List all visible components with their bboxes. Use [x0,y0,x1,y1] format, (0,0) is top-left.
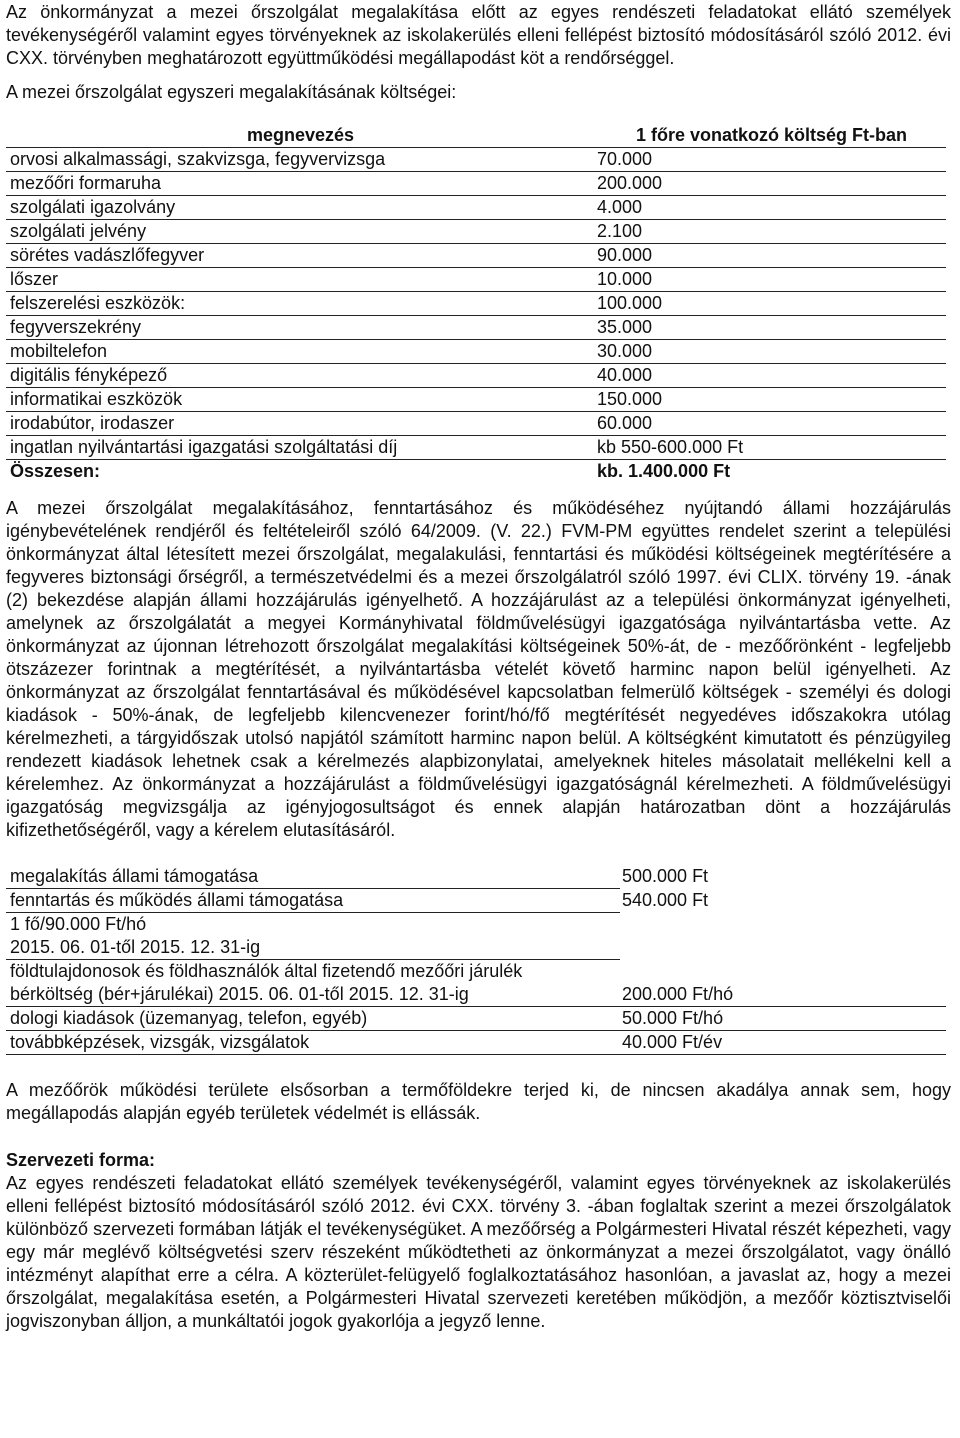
table-row [6,268,946,292]
support-item-name: 1 fő/90.000 Ft/hó [10,914,147,934]
cost-table-title: A mezei őrszolgálat egyszeri megalakításának költségei: [6,82,457,102]
cost-item-name: digitális fényképező [6,364,595,388]
cost-table [6,124,946,483]
support-item-name: bérköltség (bér+járulékai) 2015. 06. 01-től 2015. 12. 31-ig [6,983,620,1007]
table-row [6,196,946,220]
support-item-name: 2015. 06. 01-től 2015. 12. 31-ig [6,936,620,960]
organization-paragraph: Az egyes rendészeti feladatokat ellátó személyek tevékenységéről, valamint egyes törvényeknek az iskolakerülés elleni fellépést biztosító módosításáról szóló 2012. évi CXX. törvény 3. -ában foglaltak szerint a mezei őrszolgálatok különböző szervezeti formában látják el tevékenységüket. A mezőőrség a Polgármesteri Hivatal részét képezheti, vagy egy már meglévő költségvetési szerv részeként működtetheti az önkormányzat a mezei őrszolgálatot, vagy önálló intézményt alapíthat erre a célra. A közterület-felügyelő foglalkoztatásához hasonlóan, a javaslat az, hogy a mezei őrszolgálat, megalakítása esetén, a Polgármesteri Hivatal szervezeti keretében működjön, a mezőőr köztisztviselői jogviszonyban álljon, a munkáltatói jogok gyakorlója a jegyző lenne. [6,1173,951,1331]
cost-item-value: kb 550-600.000 Ft [595,436,946,460]
cost-item-value: 150.000 [595,388,946,412]
cost-item-value: 10.000 [595,268,946,292]
support-item-name: fenntartás és működés állami támogatása [6,889,620,913]
table-row [6,936,946,960]
cost-item-name: irodabútor, irodaszer [6,412,595,436]
operating-area-paragraph: A mezőőrök működési területe elsősorban a termőföldekre terjed ki, de nincsen akadálya annak sem, hogy megállapodás alapján egyéb területek védelmét is ellássák. [6,1080,951,1123]
table-row [6,983,946,1007]
section-heading: Szervezeti forma: [6,1150,156,1170]
support-item-name: továbbképzések, vizsgák, vizsgálatok [6,1031,620,1055]
cost-item-value: 4.000 [595,196,946,220]
cost-item-name: szolgálati igazolvány [6,196,595,220]
table-row [6,388,946,412]
cost-item-value: 60.000 [595,412,946,436]
total-label: Összesen: [10,461,101,481]
support-item-value: 200.000 Ft/hó [620,983,946,1007]
cost-item-value: 200.000 [595,172,946,196]
cost-item-name: orvosi alkalmassági, szakvizsga, fegyvervizsga [6,148,595,172]
cost-item-name: mobiltelefon [6,340,595,364]
cost-item-value: 100.000 [595,292,946,316]
support-item-value [620,960,946,984]
cost-item-value: 40.000 [595,364,946,388]
table-row [6,889,946,913]
support-item-value: 540.000 Ft [622,889,709,910]
support-item-name: földtulajdonosok és földhasználók által fizetendő mezőőri járulék [10,961,523,981]
column-header-name: megnevezés [6,124,595,148]
support-item-value [620,936,946,960]
cost-item-name: ingatlan nyilvántartási igazgatási szolgáltatási díj [6,436,595,460]
cost-item-name: mezőőri formaruha [6,172,595,196]
support-item-value: 500.000 Ft [622,866,709,886]
cost-item-name: informatikai eszközök [6,388,595,412]
intro-paragraph: Az önkormányzat a mezei őrszolgálat megalakítása előtt az egyes rendészeti feladatokat ellátó személyek tevékenységéről valamint egyes törvényeknek az iskolakerülés elleni fellépést biztosító módosításáról szóló 2012. évi CXX. törvényben meghatározott együttműködési megállapodást köt a rendőrséggel. [6,2,951,68]
state-support-paragraph: A mezei őrszolgálat megalakításához, fenntartásához és működéséhez nyújtandó állami hozzájárulás igénybevételének rendjéről és feltételeiről szóló 64/2009. (V. 22.) FVM-PM együttes rendelet szerint a települési önkormányzat által létesített mezei őrszolgálat, megalakulási, fenntartási és működési költségeinek megtérítésére a fegyveres biztonsági őrségről, a természetvédelmi és a mezei őrszolgálatról szóló 1997. évi CLIX. törvény 19. -ának (2) bekezdése alapján állami hozzájárulás igényelhető. A hozzájárulást az a települési önkormányzat igényelheti, amelynek az őrszolgálatát a megyei Kormányhivatal földművelésügyi igazgatósága nyilvántartásba vette. Az önkormányzat az újonnan létrehozott őrszolgálat megalakítási költségeinek 50%-át, de - mezőőrönként - legfeljebb ötszázezer forintnak a megtérítését, a nyilvántartásba vételét követő harminc napon belül igényelheti. Az önkormányzat az őrszolgálat fenntartásával és működésével kapcsolatban felmerülő költségek - személyi és dologi kiadások - 50%-ának, de legfeljebb kilencvenezer forint/hó/fő megtérítését negyedéves időszakokra utólag kérelmezheti, a tárgyidőszak utolsó napjától számított harminc napon belül. A költségként kimutatott és pénzügyileg rendezett kiadások lehetnek csak a kérelmezés alapbizonylatai, amelyeknek hiteles másolatait mellékelni kell a kérelemhez. Az önkormányzat a hozzájárulást a földművelésügyi igazgatóságnál kérelmezheti. A földművelésügyi igazgatóság megvizsgálja az igényjogosultságot és ennek alapján határozatban dönt a hozzájárulás kifizethetőségéről, vagy a kérelem elutasításáról. [6,498,951,840]
table-row [6,316,946,340]
table-row [6,292,946,316]
table-row [6,960,946,984]
cost-table-total-row [6,460,946,484]
total-value: kb. 1.400.000 Ft [597,461,731,481]
cost-table-header [6,124,946,148]
table-row [6,436,946,460]
table-row [6,1007,946,1031]
table-row [6,220,946,244]
cost-item-value: 35.000 [595,316,946,340]
table-row [6,148,946,172]
cost-item-name: lőszer [6,268,595,292]
table-row [6,172,946,196]
table-row [6,865,946,889]
table-row [6,1031,946,1055]
cost-item-name: fegyverszekrény [6,316,595,340]
support-table [6,865,946,1055]
cost-item-value: 90.000 [595,244,946,268]
table-row [6,412,946,436]
support-item-value: 50.000 Ft/hó [620,1007,946,1031]
support-item-name: megalakítás állami támogatása [6,865,620,889]
cost-item-name: szolgálati jelvény [6,220,595,244]
table-row [6,244,946,268]
cost-item-value: 70.000 [595,148,946,172]
support-item-value: 40.000 Ft/év [620,1031,946,1055]
cost-item-value: 2.100 [595,220,946,244]
table-row [6,340,946,364]
cost-item-name: sörétes vadászlőfegyver [6,244,595,268]
column-header-cost: 1 főre vonatkozó költség Ft-ban [595,124,946,148]
table-row [6,913,946,937]
cost-item-name: felszerelési eszközök: [6,292,595,316]
support-item-name: dologi kiadások (üzemanyag, telefon, egyéb) [6,1007,620,1031]
table-row [6,364,946,388]
support-item-value [620,913,946,937]
cost-item-value: 30.000 [595,340,946,364]
